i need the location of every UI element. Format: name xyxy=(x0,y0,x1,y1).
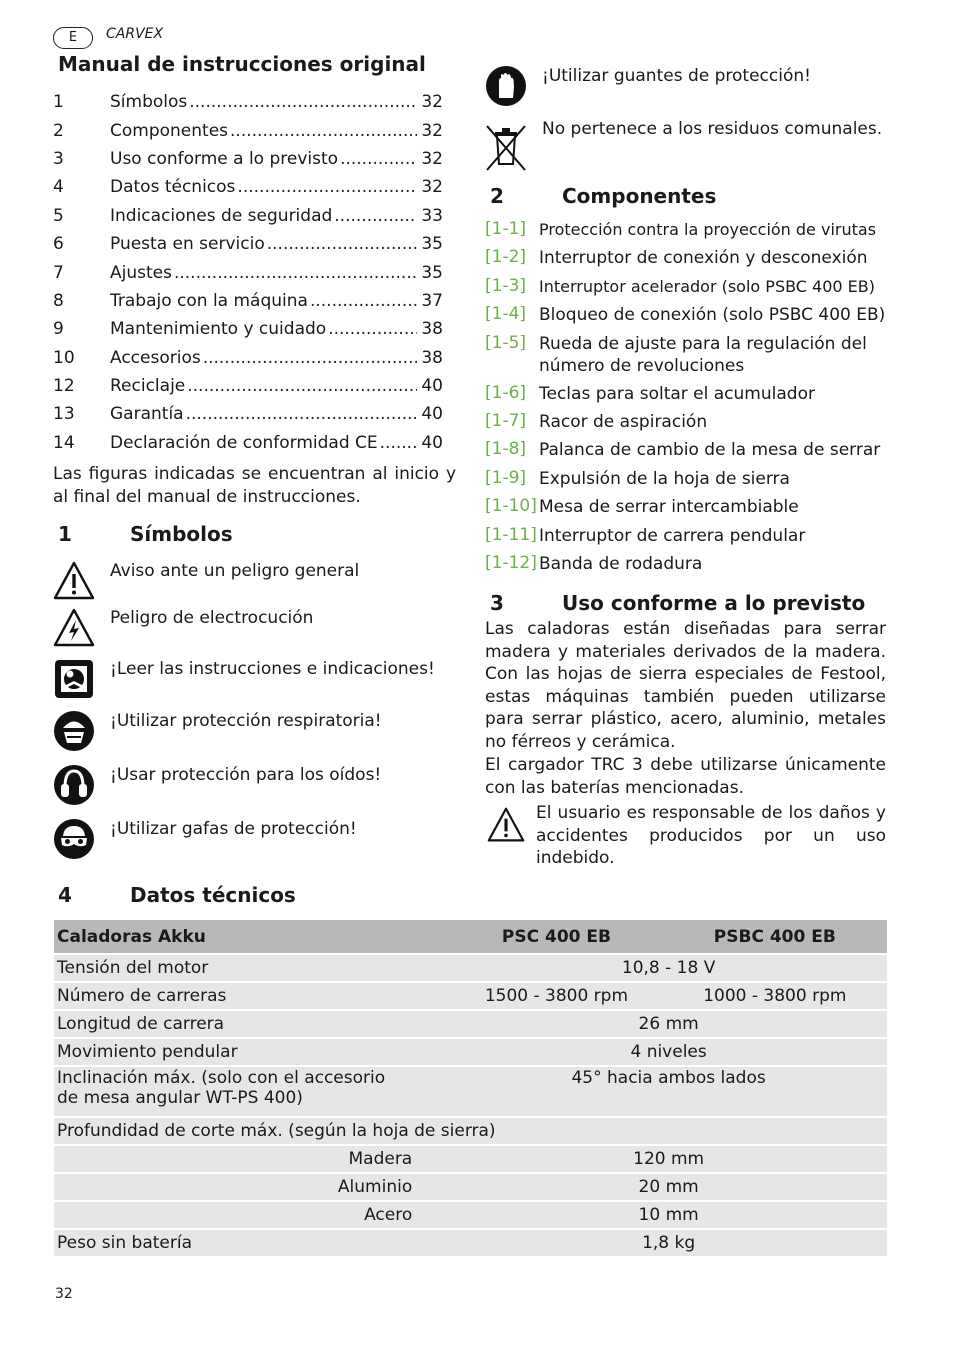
figures-note: Las figuras indicadas se encuentran al inicio y al final del manual de instrucciones. xyxy=(53,464,456,507)
table-row: Madera 120 mm xyxy=(54,1145,887,1173)
section-heading-intended-use: 3 Uso conforme a lo previsto xyxy=(490,591,866,615)
table-row: Profundidad de corte máx. (según la hoja de sierra) xyxy=(54,1117,887,1145)
read-manual-icon xyxy=(53,658,95,700)
warning-triangle-icon xyxy=(53,560,95,602)
charger-paragraph: El cargador TRC 3 debe utilizarse únicamente con las baterías mencionadas. xyxy=(485,755,886,798)
list-item: [1-1] Protección contra la proyección de virutas xyxy=(485,219,877,239)
list-item: [1-11] Interruptor de carrera pendular xyxy=(485,524,806,546)
safety-goggles-icon xyxy=(53,818,95,860)
components-list xyxy=(485,219,890,581)
list-item: [1-2] Interruptor de conexión y desconexión xyxy=(485,247,868,269)
list-item: [1-3] Interruptor acelerador (solo PSBC 400 EB) xyxy=(485,275,875,296)
toc-item[interactable]: 1 Símbolos ..... 32 xyxy=(53,88,443,116)
toc-item[interactable]: 14 Declaración de conformidad CE ..... 40 xyxy=(53,429,443,457)
toc-item[interactable]: 6 Puesta en servicio ..... 35 xyxy=(53,230,443,258)
respiratory-mask-icon xyxy=(53,710,95,752)
list-item: [1-5] Rueda de ajuste para la regulación del número de revoluciones xyxy=(485,332,867,376)
table-row: Movimiento pendular 4 niveles xyxy=(54,1038,887,1066)
page-number: 32 xyxy=(55,1286,73,1302)
toc-item[interactable]: 12 Reciclaje ..... 40 xyxy=(53,372,443,400)
table-row: Tensión del motor 10,8 - 18 V xyxy=(54,954,887,982)
crossed-bin-icon xyxy=(485,122,527,172)
toc-item[interactable]: 4 Datos técnicos ..... 32 xyxy=(53,173,443,201)
table-header-row: Caladoras Akku PSC 400 EB PSBC 400 EB xyxy=(54,920,887,954)
list-item: [1-7] Racor de aspiración xyxy=(485,410,708,432)
toc-item[interactable]: 10 Accesorios ..... 38 xyxy=(53,344,443,372)
warning-triangle-icon xyxy=(487,806,525,844)
toc-item[interactable]: 5 Indicaciones de seguridad ..... 33 xyxy=(53,202,443,230)
table-row: Aluminio 20 mm xyxy=(54,1173,887,1201)
list-item: [1-4] Bloqueo de conexión (solo PSBC 400 EB) xyxy=(485,304,886,326)
table-row: Peso sin batería 1,8 kg xyxy=(54,1229,887,1257)
toc-item[interactable]: 9 Mantenimiento y cuidado ..... 38 xyxy=(53,315,443,343)
technical-data-table xyxy=(54,920,887,1258)
language-badge: E xyxy=(53,27,93,49)
table-of-contents xyxy=(53,88,443,457)
section-heading-symbols: 1 Símbolos xyxy=(58,522,233,546)
list-item: [1-9] Expulsión de la hoja de sierra xyxy=(485,467,790,489)
table-row: Inclinación máx. (solo con el accesorio de mesa angular WT-PS 400) 45° hacia ambos lados xyxy=(54,1066,887,1117)
section-heading-components: 2 Componentes xyxy=(490,184,717,208)
brand-name: CARVEX xyxy=(106,26,164,42)
toc-item[interactable]: 2 Componentes ..... 32 xyxy=(53,116,443,144)
table-row: Acero 10 mm xyxy=(54,1201,887,1229)
toc-item[interactable]: 3 Uso conforme a lo previsto ..... 32 xyxy=(53,145,443,173)
ear-protection-icon xyxy=(53,764,95,806)
table-row: Número de carreras 1500 - 3800 rpm 1000 - 3800 rpm xyxy=(54,982,887,1010)
section-heading-technical-data: 4 Datos técnicos xyxy=(58,883,296,907)
toc-item[interactable]: 8 Trabajo con la máquina ..... 37 xyxy=(53,287,443,315)
electric-shock-icon xyxy=(53,607,95,649)
intended-use-paragraph: Las caladoras están diseñadas para serrar madera y materiales derivados de la madera. Con las hojas de sierra especiales de Festool, estas máquinas también pueden utilizarse para serrar plástico, acero, aluminio, metales no férreos y cerámica. xyxy=(485,619,886,752)
list-item: [1-12] Banda de rodadura xyxy=(485,552,703,574)
list-item: [1-8] Palanca de cambio de la mesa de serrar xyxy=(485,439,881,461)
toc-item[interactable]: 7 Ajustes ..... 35 xyxy=(53,258,443,286)
list-item: [1-6] Teclas para soltar el acumulador xyxy=(485,382,815,404)
misuse-warning: El usuario es responsable de los daños y accidentes producidos por un uso indebido. xyxy=(536,803,886,868)
toc-item[interactable]: 13 Garantía ..... 40 xyxy=(53,400,443,428)
table-row: Longitud de carrera 26 mm xyxy=(54,1010,887,1038)
gloves-icon xyxy=(485,65,527,107)
manual-title: Manual de instrucciones original xyxy=(58,52,426,76)
list-item: [1-10] Mesa de serrar intercambiable xyxy=(485,496,799,518)
